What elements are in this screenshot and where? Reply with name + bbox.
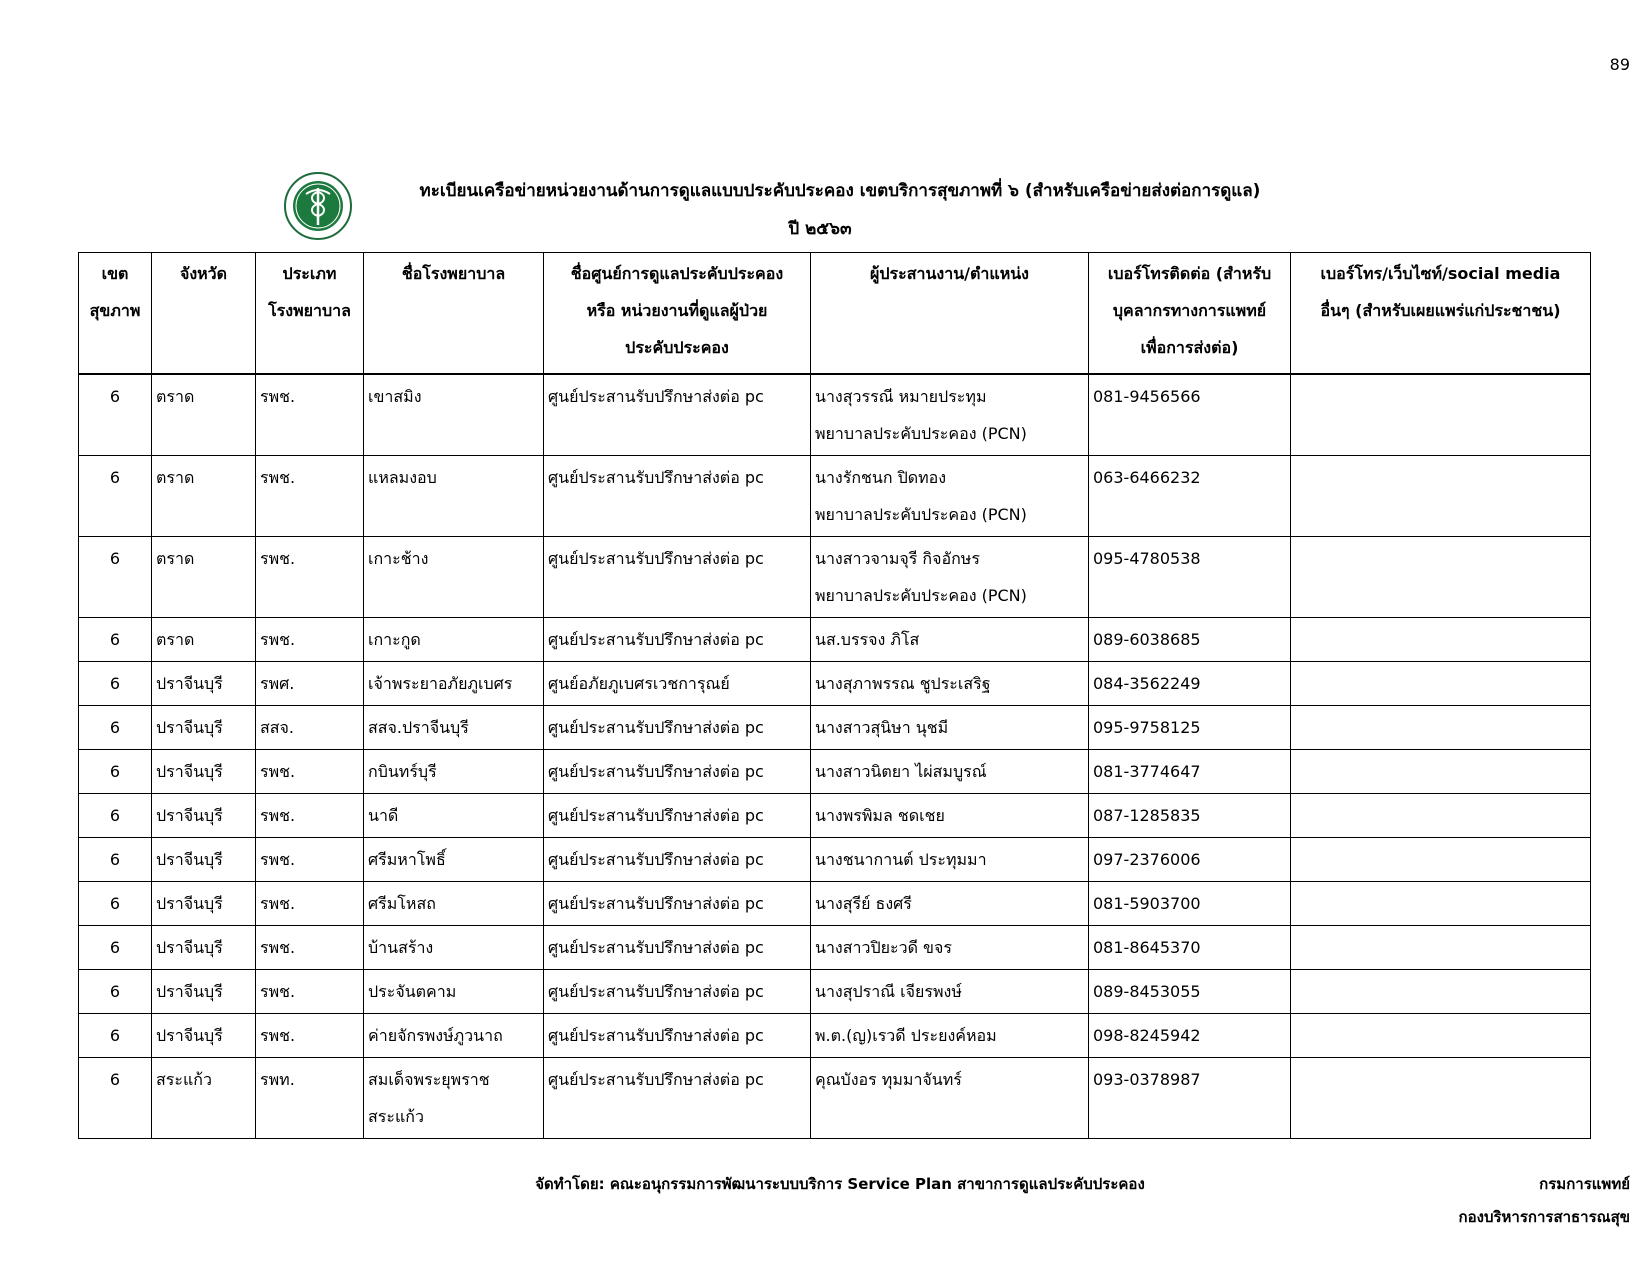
cell-public-contact bbox=[1291, 618, 1591, 662]
cell-zone: 6 bbox=[79, 618, 152, 662]
cell-care-center: ศูนย์ประสานรับปรึกษาส่งต่อ pc bbox=[544, 838, 811, 882]
cell-province: ปราจีนบุรี bbox=[152, 662, 256, 706]
cell-province: สระแก้ว bbox=[152, 1058, 256, 1139]
table-row bbox=[79, 794, 1591, 838]
table-row bbox=[79, 537, 1591, 618]
table-row bbox=[79, 618, 1591, 662]
cell-hospital-name: แหลมงอบ bbox=[364, 456, 544, 537]
ministry-seal-icon bbox=[284, 172, 352, 240]
cell-care-center: ศูนย์ประสานรับปรึกษาส่งต่อ pc bbox=[544, 456, 811, 537]
table-row bbox=[79, 374, 1591, 456]
cell-coordinator: นส.บรรจง ภิโส bbox=[811, 618, 1089, 662]
cell-hospital-name: สมเด็จพระยุพราช สระแก้ว bbox=[364, 1058, 544, 1139]
cell-province: ปราจีนบุรี bbox=[152, 926, 256, 970]
cell-coordinator: นางสุวรรณี หมายประทุม พยาบาลประคับประคอง (PCN) bbox=[811, 374, 1089, 456]
table-row bbox=[79, 1014, 1591, 1058]
document-subtitle: ปี ๒๕๖๓ bbox=[788, 219, 852, 239]
cell-hospital-name: นาดี bbox=[364, 794, 544, 838]
header-public-contact: เบอร์โทร/เว็บไซท์/social media อื่นๆ (สำหรับเผยแพร่แก่ประชาชน) bbox=[1291, 253, 1591, 375]
registry-table bbox=[78, 252, 1591, 1139]
cell-province: ตราด bbox=[152, 374, 256, 456]
table-row bbox=[79, 838, 1591, 882]
cell-referral-phone: 087-1285835 bbox=[1089, 794, 1291, 838]
cell-referral-phone: 063-6466232 bbox=[1089, 456, 1291, 537]
cell-zone: 6 bbox=[79, 456, 152, 537]
cell-coordinator: คุณบังอร ทุมมาจันทร์ bbox=[811, 1058, 1089, 1139]
cell-public-contact bbox=[1291, 838, 1591, 882]
cell-zone: 6 bbox=[79, 662, 152, 706]
cell-hospital-type: รพช. bbox=[256, 882, 364, 926]
cell-coordinator: นางพรพิมล ชดเชย bbox=[811, 794, 1089, 838]
cell-care-center: ศูนย์ประสานรับปรึกษาส่งต่อ pc bbox=[544, 1014, 811, 1058]
table-row bbox=[79, 1058, 1591, 1139]
cell-care-center: ศูนย์ประสานรับปรึกษาส่งต่อ pc bbox=[544, 706, 811, 750]
cell-referral-phone: 097-2376006 bbox=[1089, 838, 1291, 882]
cell-referral-phone: 095-9758125 bbox=[1089, 706, 1291, 750]
cell-public-contact bbox=[1291, 750, 1591, 794]
cell-zone: 6 bbox=[79, 970, 152, 1014]
table-row bbox=[79, 750, 1591, 794]
cell-care-center: ศูนย์ประสานรับปรึกษาส่งต่อ pc bbox=[544, 618, 811, 662]
cell-hospital-name: เขาสมิง bbox=[364, 374, 544, 456]
cell-zone: 6 bbox=[79, 374, 152, 456]
cell-hospital-name: เกาะช้าง bbox=[364, 537, 544, 618]
footer-department: กรมการแพทย์ bbox=[1539, 1175, 1630, 1193]
cell-coordinator: นางชนากานต์ ประทุมมา bbox=[811, 838, 1089, 882]
document-title: ทะเบียนเครือข่ายหน่วยงานด้านการดูแลแบบประคับประคอง เขตบริการสุขภาพที่ ๖ (สำหรับเครือข่ายส่งต่อการดูแล) bbox=[419, 181, 1261, 201]
cell-hospital-type: รพช. bbox=[256, 926, 364, 970]
cell-coordinator: นางสาวนิตยา ไผ่สมบูรณ์ bbox=[811, 750, 1089, 794]
cell-province: ปราจีนบุรี bbox=[152, 1014, 256, 1058]
cell-hospital-type: สสจ. bbox=[256, 706, 364, 750]
cell-public-contact bbox=[1291, 970, 1591, 1014]
table-row bbox=[79, 970, 1591, 1014]
cell-care-center: ศูนย์ประสานรับปรึกษาส่งต่อ pc bbox=[544, 374, 811, 456]
cell-public-contact bbox=[1291, 537, 1591, 618]
table-row bbox=[79, 662, 1591, 706]
cell-province: ปราจีนบุรี bbox=[152, 838, 256, 882]
cell-hospital-type: รพช. bbox=[256, 618, 364, 662]
cell-care-center: ศูนย์อภัยภูเบศรเวชการุณย์ bbox=[544, 662, 811, 706]
cell-hospital-name: บ้านสร้าง bbox=[364, 926, 544, 970]
header-referral-phone: เบอร์โทรติดต่อ (สำหรับ บุคลากรทางการแพทย์ เพื่อการส่งต่อ) bbox=[1089, 253, 1291, 375]
cell-coordinator: นางสาวสุนิษา นุชมี bbox=[811, 706, 1089, 750]
cell-public-contact bbox=[1291, 1058, 1591, 1139]
header-hospital-type: ประเภท โรงพยาบาล bbox=[256, 253, 364, 375]
header-zone: เขต สุขภาพ bbox=[79, 253, 152, 375]
cell-referral-phone: 093-0378987 bbox=[1089, 1058, 1291, 1139]
cell-province: ตราด bbox=[152, 537, 256, 618]
cell-zone: 6 bbox=[79, 838, 152, 882]
cell-care-center: ศูนย์ประสานรับปรึกษาส่งต่อ pc bbox=[544, 1058, 811, 1139]
cell-province: ปราจีนบุรี bbox=[152, 706, 256, 750]
cell-province: ปราจีนบุรี bbox=[152, 970, 256, 1014]
cell-public-contact bbox=[1291, 1014, 1591, 1058]
cell-public-contact bbox=[1291, 374, 1591, 456]
cell-hospital-type: รพช. bbox=[256, 537, 364, 618]
cell-referral-phone: 081-8645370 bbox=[1089, 926, 1291, 970]
footer-division: กองบริหารการสาธารณสุข bbox=[1458, 1208, 1630, 1226]
cell-zone: 6 bbox=[79, 882, 152, 926]
cell-referral-phone: 081-5903700 bbox=[1089, 882, 1291, 926]
cell-hospital-type: รพช. bbox=[256, 1014, 364, 1058]
header-hospital-name: ชื่อโรงพยาบาล bbox=[364, 253, 544, 375]
header-coordinator: ผู้ประสานงาน/ตำแหน่ง bbox=[811, 253, 1089, 375]
cell-zone: 6 bbox=[79, 1058, 152, 1139]
footer-prepared-by: จัดทำโดย: คณะอนุกรรมการพัฒนาระบบบริการ Service Plan สาขาการดูแลประคับประคอง bbox=[535, 1175, 1145, 1193]
cell-hospital-name: ประจันตคาม bbox=[364, 970, 544, 1014]
cell-coordinator: นางสุรีย์ ธงศรี bbox=[811, 882, 1089, 926]
cell-care-center: ศูนย์ประสานรับปรึกษาส่งต่อ pc bbox=[544, 750, 811, 794]
cell-zone: 6 bbox=[79, 537, 152, 618]
cell-coordinator: พ.ต.(ญ)เรวดี ประยงค์หอม bbox=[811, 1014, 1089, 1058]
cell-referral-phone: 098-8245942 bbox=[1089, 1014, 1291, 1058]
cell-province: ปราจีนบุรี bbox=[152, 882, 256, 926]
cell-public-contact bbox=[1291, 662, 1591, 706]
cell-hospital-name: เจ้าพระยาอภัยภูเบศร bbox=[364, 662, 544, 706]
cell-hospital-name: ค่ายจักรพงษ์ภูวนาถ bbox=[364, 1014, 544, 1058]
cell-coordinator: นางสาวจามจุรี กิจอักษร พยาบาลประคับประคอง (PCN) bbox=[811, 537, 1089, 618]
cell-hospital-name: กบินทร์บุรี bbox=[364, 750, 544, 794]
cell-referral-phone: 089-6038685 bbox=[1089, 618, 1291, 662]
cell-public-contact bbox=[1291, 794, 1591, 838]
cell-referral-phone: 084-3562249 bbox=[1089, 662, 1291, 706]
header-province: จังหวัด bbox=[152, 253, 256, 375]
table-row bbox=[79, 882, 1591, 926]
cell-hospital-type: รพช. bbox=[256, 374, 364, 456]
cell-province: ปราจีนบุรี bbox=[152, 750, 256, 794]
cell-public-contact bbox=[1291, 706, 1591, 750]
cell-hospital-name: ศรีมโหสถ bbox=[364, 882, 544, 926]
cell-province: ปราจีนบุรี bbox=[152, 794, 256, 838]
cell-hospital-type: รพศ. bbox=[256, 662, 364, 706]
table-header-row bbox=[79, 253, 1591, 375]
cell-zone: 6 bbox=[79, 794, 152, 838]
cell-public-contact bbox=[1291, 456, 1591, 537]
cell-hospital-type: รพช. bbox=[256, 750, 364, 794]
cell-zone: 6 bbox=[79, 1014, 152, 1058]
cell-referral-phone: 095-4780538 bbox=[1089, 537, 1291, 618]
cell-referral-phone: 081-3774647 bbox=[1089, 750, 1291, 794]
header-care-center: ชื่อศูนย์การดูแลประคับประคอง หรือ หน่วยงานที่ดูแลผู้ป่วย ประคับประคอง bbox=[544, 253, 811, 375]
cell-care-center: ศูนย์ประสานรับปรึกษาส่งต่อ pc bbox=[544, 970, 811, 1014]
cell-referral-phone: 089-8453055 bbox=[1089, 970, 1291, 1014]
cell-coordinator: นางสุภาพรรณ ชูประเสริฐ bbox=[811, 662, 1089, 706]
table-row bbox=[79, 456, 1591, 537]
cell-coordinator: นางสาวปิยะวดี ขจร bbox=[811, 926, 1089, 970]
cell-province: ตราด bbox=[152, 456, 256, 537]
cell-care-center: ศูนย์ประสานรับปรึกษาส่งต่อ pc bbox=[544, 926, 811, 970]
cell-zone: 6 bbox=[79, 750, 152, 794]
cell-zone: 6 bbox=[79, 926, 152, 970]
cell-hospital-name: สสจ.ปราจีนบุรี bbox=[364, 706, 544, 750]
table-row bbox=[79, 926, 1591, 970]
cell-public-contact bbox=[1291, 882, 1591, 926]
cell-hospital-type: รพช. bbox=[256, 794, 364, 838]
cell-hospital-type: รพช. bbox=[256, 970, 364, 1014]
cell-care-center: ศูนย์ประสานรับปรึกษาส่งต่อ pc bbox=[544, 794, 811, 838]
cell-care-center: ศูนย์ประสานรับปรึกษาส่งต่อ pc bbox=[544, 882, 811, 926]
cell-coordinator: นางรักชนก ปิดทอง พยาบาลประคับประคอง (PCN) bbox=[811, 456, 1089, 537]
table-row bbox=[79, 706, 1591, 750]
cell-hospital-name: ศรีมหาโพธิ์ bbox=[364, 838, 544, 882]
cell-referral-phone: 081-9456566 bbox=[1089, 374, 1291, 456]
cell-public-contact bbox=[1291, 926, 1591, 970]
cell-hospital-name: เกาะกูด bbox=[364, 618, 544, 662]
cell-hospital-type: รพท. bbox=[256, 1058, 364, 1139]
page-number: 89 bbox=[1609, 55, 1630, 74]
cell-hospital-type: รพช. bbox=[256, 456, 364, 537]
cell-zone: 6 bbox=[79, 706, 152, 750]
cell-care-center: ศูนย์ประสานรับปรึกษาส่งต่อ pc bbox=[544, 537, 811, 618]
cell-hospital-type: รพช. bbox=[256, 838, 364, 882]
cell-province: ตราด bbox=[152, 618, 256, 662]
cell-coordinator: นางสุปราณี เจียรพงษ์ bbox=[811, 970, 1089, 1014]
